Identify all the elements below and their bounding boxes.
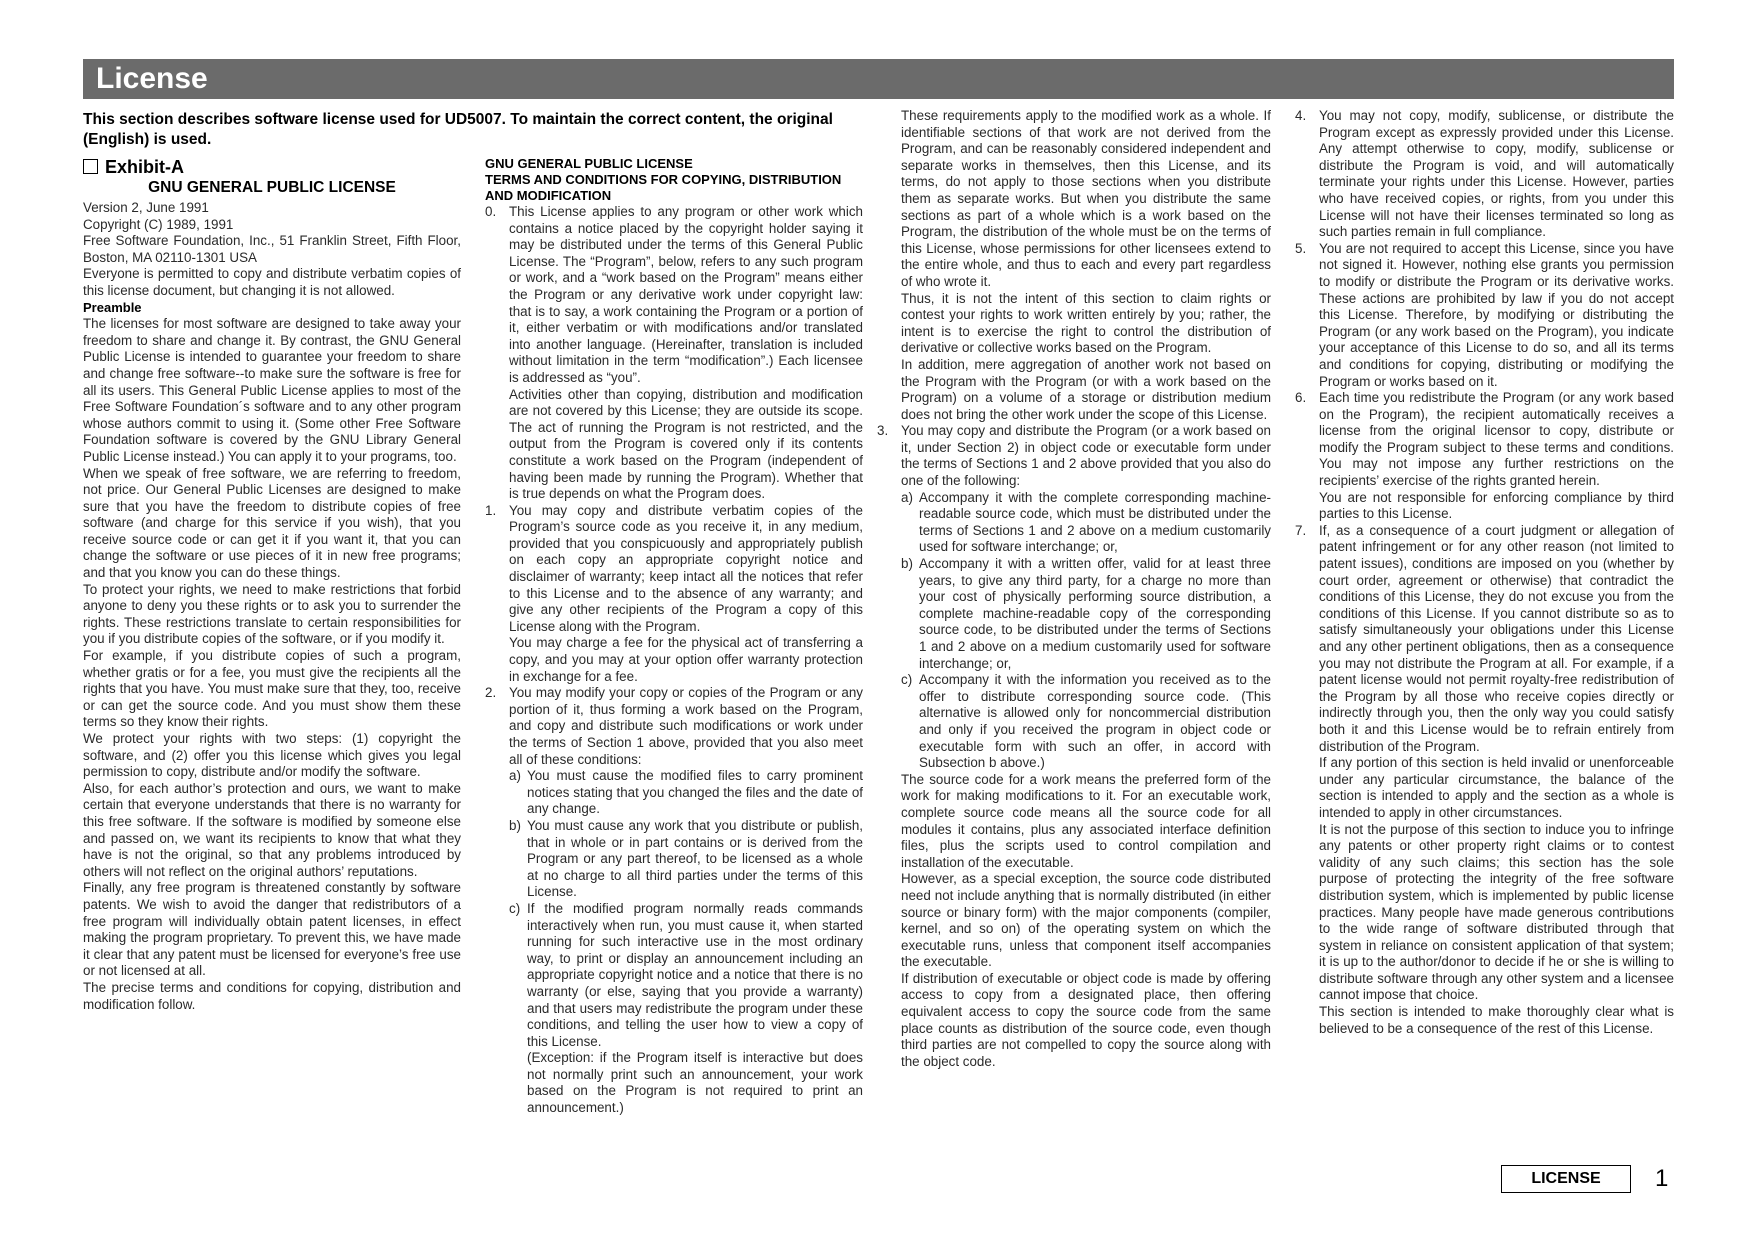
section-2a <box>485 768 863 818</box>
preamble-paragraph: For example, if you distribute copies of such a program, whether gratis or for a fee, you must give the recipients all the rights that you have. You must make sure that they, too, receive or can get the source code. And you must show them these terms so they know their rights. <box>83 648 461 730</box>
subsection-letter: c) <box>509 900 521 916</box>
column-3 <box>877 108 1271 1070</box>
paragraph: The source code for a work means the preferred form of the work for making modifications to it. For an executable work, complete source code means all the source code for all modules it contains, plus any associated interface definition files, plus the scripts used to control compilation and installation of the executable. <box>901 771 1271 870</box>
section-number: 0. <box>485 204 497 219</box>
section-2c <box>485 901 863 1050</box>
section-6-paragraph: You are not responsible for enforcing compliance by third parties to this License. <box>1319 489 1674 522</box>
section-3c <box>901 672 1271 772</box>
section-7 <box>1295 523 1674 755</box>
paragraph: If distribution of executable or object code is made by offering access to copy from a designated place, then offering equivalent access to copy the source code from the same place counts as distribution of the source code, even though third parties are not compelled to copy the source along with the object code. <box>901 970 1271 1069</box>
section-text: If, as a consequence of a court judgment or allegation of patent infringement or for any other reason (not limited to patent issues), conditions are imposed on you (whether by court order, agreement or otherwise) that contradict the conditions of this License, they do not excuse you from the conditions of this License. If you cannot distribute so as to satisfy simultaneously your obligations under this License and any other pertinent obligations, then as a consequence you may not distribute the Program at all. For example, if a patent license would not permit royalty-free redistribution of the Program by all those who receive copies directly or indirectly through you, then the only way you could satisfy both it and this License would be to refrain entirely from distribution of the Program. <box>1319 522 1674 754</box>
subsection-letter: b) <box>509 817 521 833</box>
preamble-paragraph: When we speak of free software, we are referring to freedom, not price. Our General Public Licenses are designed to make sure that you have the freedom to distribute copies of free software (and charge for this service if you wish), that you receive source code or can get it if you want it, that you can change the software or use pieces of it in new free programs; and that you know you can do these things. <box>83 465 461 581</box>
section-number: 2. <box>485 685 497 701</box>
section-text: You may not copy, modify, sublicense, or distribute the Program except as expressly provided under this License. Any attempt otherwise to copy, modify, sublicense or distribute the Program is void, and will automatically terminate your rights under this License. However, parties who have received copies, or rights, from you under this License will not have their licenses terminated so long as such parties remain in full compliance. <box>1319 108 1674 240</box>
section-0 <box>485 204 863 387</box>
subsection-letter: b) <box>901 556 913 572</box>
paragraph: However, as a special exception, the source code distributed need not include anything that is normally distributed (in either source or binary form) with the major components (compiler, kernel, and so on) of the operating system on which the executable runs, unless that component itself accompanies the executable. <box>901 871 1271 970</box>
subsection-letter: c) <box>901 672 913 688</box>
paragraph: In addition, mere aggregation of another work not based on the Program with the Program (or with a work based on the Program) on a volume of a storage or distribution medium does not bring the other work under the scope of this License. <box>901 356 1271 422</box>
column-4 <box>1295 108 1674 1037</box>
address-text: Free Software Foundation, Inc., 51 Franklin Street, Fifth Floor, Boston, MA 02110-1301 USA <box>83 233 461 265</box>
preamble-paragraph: Finally, any free program is threatened constantly by software patents. We wish to avoid the danger that redistributors of a free program will individually obtain patent licenses, in effect making the program proprietary. To prevent this, we have made it clear that any patent must be licensed for everyone’s free use or not licensed at all. <box>83 880 461 979</box>
section-2b <box>485 818 863 901</box>
section-5 <box>1295 241 1674 390</box>
section-7-paragraph: This section is intended to make thoroughly clear what is believed to be a consequence of the rest of this License. <box>1319 1004 1674 1036</box>
subsection-text: Accompany it with the information you received as to the offer to distribute corresponding source code. (This alternative is allowed only for noncommercial distribution and only if you received the program in object code or executable form with such an offer, in accord with Subsection b above.) <box>919 672 1271 771</box>
copyright-text: Copyright (C) 1989, 1991 <box>83 216 234 232</box>
exhibit-label: Exhibit-A <box>105 157 184 177</box>
section-3b <box>901 556 1271 672</box>
section-7-paragraph: It is not the purpose of this section to induce you to infringe any patents or other property right claims or to contest validity of any such claims; this section has the sole purpose of protecting the integrity of the free software distribution system, which is implemented by public license practices. Many people have made generous contributions to the wide range of software distributed through that system in reliance on consistent application of that system; it is up to the author/donor to decide if he or she is willing to distribute software through any other system and a licensee cannot impose that choice. <box>1319 821 1674 1003</box>
section-text: You may copy and distribute the Program (or a work based on it, under Section 2) in object code or executable form under the terms of Sections 1 and 2 above provided that you also do one of the following: <box>901 423 1271 489</box>
intro-text: This section describes software license used for UD5007. To maintain the correct content, the original (English) is used. <box>83 111 833 148</box>
permission-text: Everyone is permitted to copy and distribute verbatim copies of this license document, but changing it is not allowed. <box>83 266 461 298</box>
version-text: Version 2, June 1991 <box>83 200 209 215</box>
subsection-text: You must cause any work that you distribute or publish, that in whole or in part contains or is derived from the Program or any part thereof, to be licensed as a whole at no charge to all third parties under the terms of this License. <box>527 817 863 900</box>
section-number: 5. <box>1295 240 1307 256</box>
page-number: 1 <box>1655 1165 1669 1192</box>
section-number: 1. <box>485 502 497 518</box>
column-1 <box>83 156 461 1013</box>
column-2 <box>485 156 863 1117</box>
section-7-paragraph: If any portion of this section is held invalid or unenforceable under any particular circumstance, the balance of the section is intended to apply and the section as a whole is intended to apply in other circumstances. <box>1319 755 1674 820</box>
preamble-paragraph: To protect your rights, we need to make restrictions that forbid anyone to deny you these rights or to ask you to surrender the rights. These restrictions translate to certain responsibilities for you if you distribute copies of the software, or if you modify it. <box>83 581 461 647</box>
checkbox-square-icon <box>83 159 98 174</box>
paragraph: These requirements apply to the modified work as a whole. If identifiable sections of that work are not derived from the Program, and can be reasonably considered independent and separate works in themselves, then this License, and its terms, do not apply to those sections when you distribute them as separate works. But when you distribute the same sections as part of a whole which is a work based on the Program, the distribution of the whole must be on the terms of this License, whose permissions for other licensees extend to the entire whole, and thus to each and every part regardless of who wrote it. <box>901 108 1271 289</box>
subsection-text: Accompany it with the complete corresponding machine-readable source code, which must be distributed under the terms of Sections 1 and 2 above on a medium customarily used for software interchange; or, <box>919 489 1271 555</box>
terms-heading-1: GNU GENERAL PUBLIC LICENSE <box>485 156 693 171</box>
subsection-letter: a) <box>509 768 521 784</box>
section-1 <box>485 503 863 636</box>
section-text: Each time you redistribute the Program (or any work based on the Program), the recipient automatically receives a license from the original licensor to copy, distribute or modify the Program subject to these terms and conditions. You may not impose any further restrictions on the recipients’ exercise of the rights granted herein. <box>1319 390 1674 489</box>
subsection-text: Accompany it with a written offer, valid for at least three years, to give any third party, for a charge no more than your cost of physically performing source distribution, a complete machine-readable copy of the corresponding source code, to be distributed under the terms of Sections 1 and 2 above on a medium customarily used for software interchange; or, <box>919 556 1271 671</box>
section-text: You may modify your copy or copies of the Program or any portion of it, thus forming a work based on the Program, and copy and distribute such modifications or work under the terms of Section 1 above, provided that you also meet all of these conditions: <box>509 685 863 767</box>
subsection-text: You must cause the modified files to carry prominent notices stating that you changed the files and the date of any change. <box>527 768 863 817</box>
preamble-heading: Preamble <box>83 299 142 315</box>
section-2 <box>485 685 863 768</box>
section-6 <box>1295 390 1674 490</box>
section-text: This License applies to any program or other work which contains a notice placed by the copyright holder saying it may be distributed under the terms of this General Public License. The “Program”, below, refers to any such program or work, and a “work based on the Program” means either the Program or any derivative work under copyright law: that is to say, a work containing the Program or a portion of it, either verbatim or with modifications and/or translated into another language. (Hereinafter, translation is included without limitation in the term “modification”.) Each licensee is addressed as “you”. <box>509 204 863 385</box>
footer-license-label: LICENSE <box>1501 1165 1631 1193</box>
section-text: You are not required to accept this License, since you have not signed it. However, nothing else grants you permission to modify or distribute the Program or its derivative works. These actions are prohibited by law if you do not accept this License. Therefore, by modifying or distributing the Program (or any work based on the Program), you indicate your acceptance of this License to do so, and all its terms and conditions for copying, distributing or modifying the Program or works based on it. <box>1319 240 1674 389</box>
section-4 <box>1295 108 1674 241</box>
preamble-paragraph: The licenses for most software are designed to take away your freedom to share and change it. By contrast, the GNU General Public License is intended to guarantee your freedom to share and change free software--to make sure the software is free for all its users. This General Public License applies to most of the Free Software Foundation´s software and to any other program whose authors commit to using it. (Some other Free Software Foundation software is covered by the GNU Library General Public License instead.) You can apply it to your programs, too. <box>83 316 461 464</box>
paragraph: Thus, it is not the intent of this section to claim rights or contest your rights to work written entirely by you; rather, the intent is to exercise the right to control the distribution of derivative or collective works based on the Program. <box>901 290 1271 356</box>
section-text: You may copy and distribute verbatim copies of the Program’s source code as you receive it, in any medium, provided that you conspicuously and appropriately publish on each copy an appropriate copyright notice and disclaimer of warranty; keep intact all the notices that refer to this License and to the absence of any warranty; and give any other recipients of the Program a copy of this License along with the Program. <box>509 502 863 634</box>
subsection-letter: a) <box>901 489 913 505</box>
section-0-paragraph: Activities other than copying, distribution and modification are not covered by this License; they are outside its scope. The act of running the Program is not restricted, and the output from the Program is covered only if its contents constitute a work based on the Program (independent of having been made by running the Program). Whether that is true depends on what the Program does. <box>509 386 863 502</box>
preamble-paragraph: The precise terms and conditions for copying, distribution and modification follow. <box>83 979 461 1012</box>
section-number: 4. <box>1295 108 1307 123</box>
exhibit-heading <box>83 156 461 178</box>
header-bar <box>83 59 1674 99</box>
section-number: 3. <box>877 423 889 439</box>
section-3a <box>901 490 1271 556</box>
gnu-license-title: GNU GENERAL PUBLIC LICENSE <box>148 179 396 196</box>
section-3 <box>877 423 1271 489</box>
section-1-paragraph: You may charge a fee for the physical act of transferring a copy, and you may at your option offer warranty protection in exchange for a fee. <box>509 635 863 684</box>
subsection-text: If the modified program normally reads commands interactively when run, you must cause it, when started running for such interactive use in the most ordinary way, to print or display an announcement including an appropriate copyright notice and a notice that there is no warranty (or else, saying that you provide a warranty) and that users may redistribute the program under these conditions, and telling the user how to view a copy of this License. <box>527 900 863 1049</box>
preamble-paragraph: Also, for each author’s protection and ours, we want to make certain that everyone understands that there is no warranty for this free software. If the software is modified by someone else and passed on, we want its recipients to know that what they have is not the original, so that any problems introduced by others will not reflect on the original authors’ reputations. <box>83 780 461 879</box>
section-number: 7. <box>1295 522 1307 538</box>
page-title: License <box>96 62 208 95</box>
section-number: 6. <box>1295 390 1307 406</box>
section-2c-exception: (Exception: if the Program itself is interactive but does not normally print such an announcement, your work based on the Program is not required to print an announcement.) <box>527 1050 863 1116</box>
terms-heading-2: TERMS AND CONDITIONS FOR COPYING, DISTRIBUTION AND MODIFICATION <box>485 172 842 203</box>
preamble-paragraph: We protect your rights with two steps: (1) copyright the software, and (2) offer you this license which gives you legal permission to copy, distribute and/or modify the software. <box>83 731 461 780</box>
